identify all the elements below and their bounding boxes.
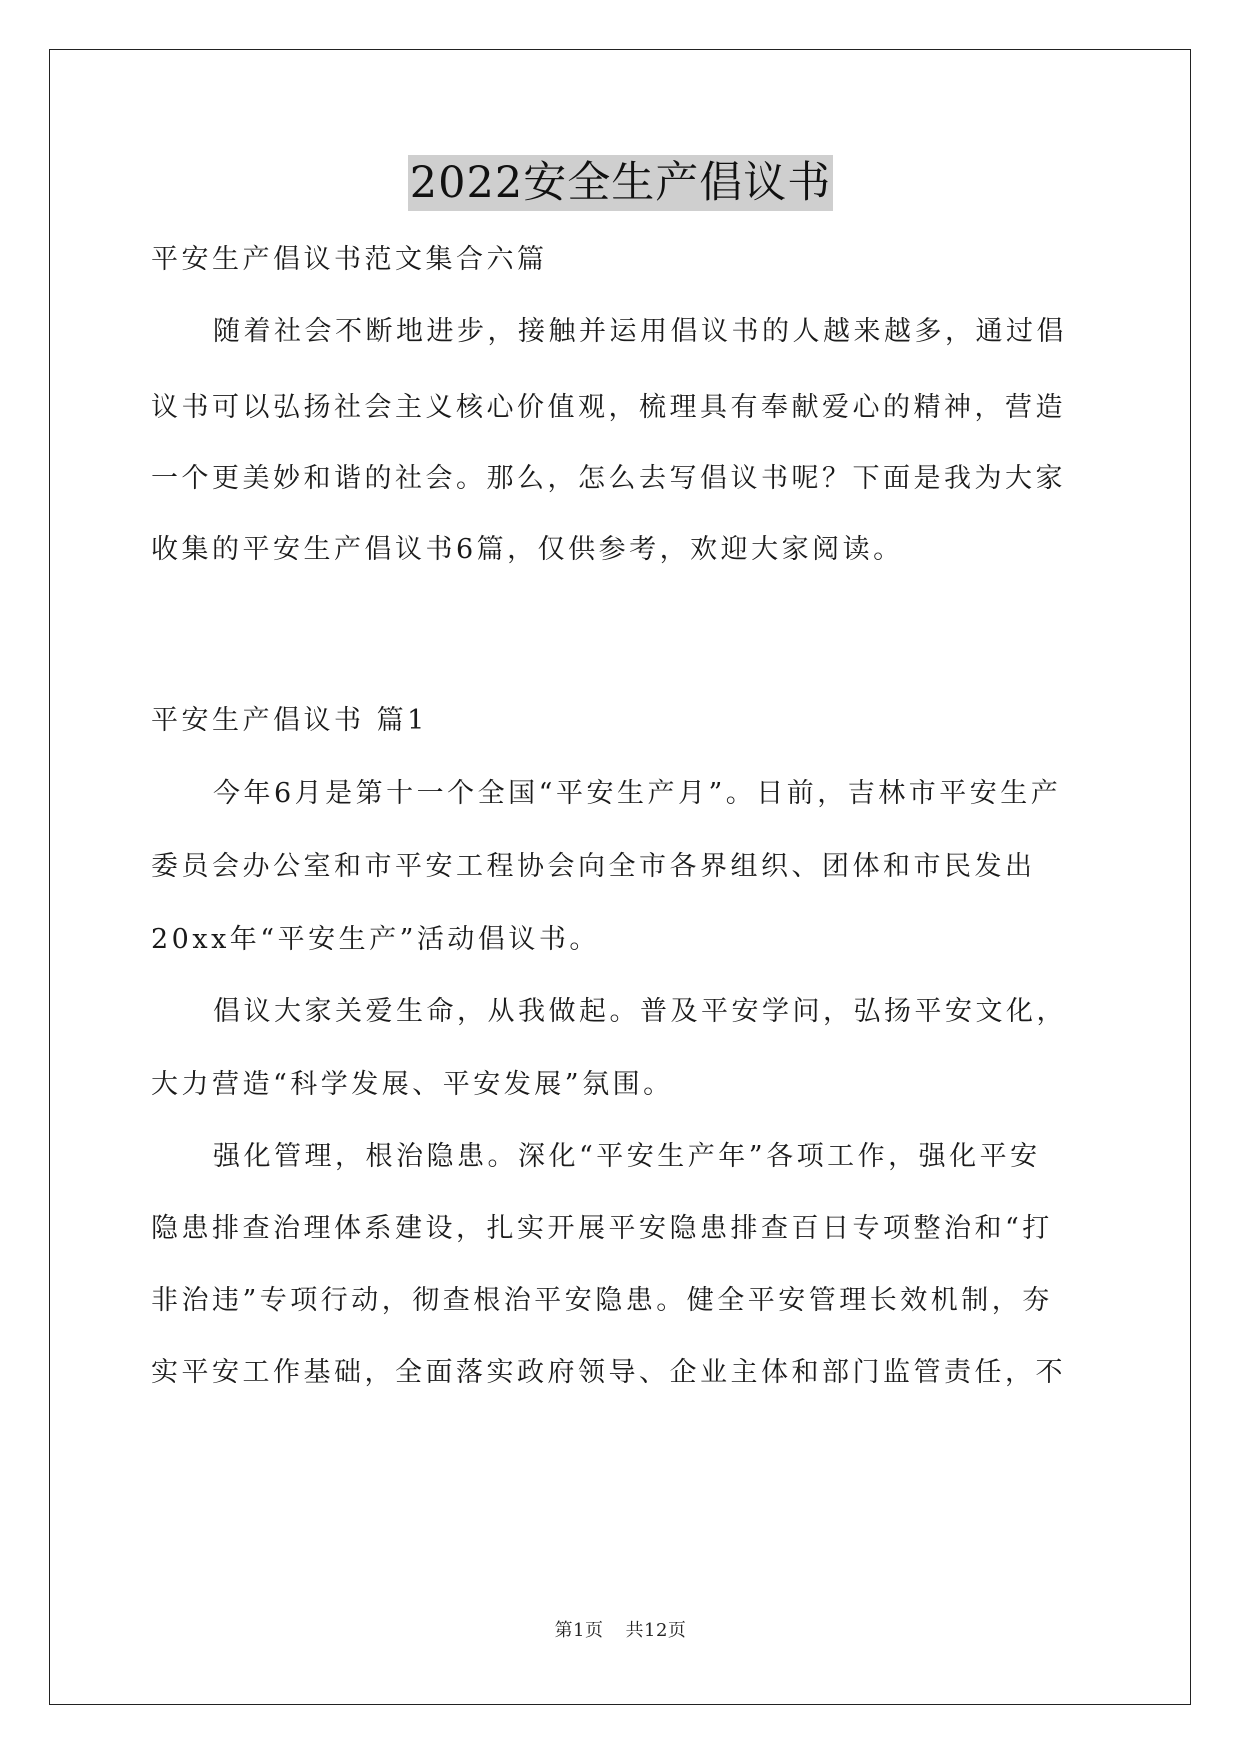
intro-line: 议书可以弘扬社会主义核心价值观，梳理具有奉献爱心的精神，营造 xyxy=(151,392,1066,423)
paragraph-line: 委员会办公室和市平安工程协会向全市各界组织、团体和市民发出 xyxy=(151,851,1036,882)
document-subtitle: 平安生产倡议书范文集合六篇 xyxy=(151,244,548,275)
document-title: 2022安全生产倡议书 xyxy=(408,155,833,211)
page-total: 共12页 xyxy=(625,1620,687,1641)
paragraph-line: 倡议大家关爱生命，从我做起。普及平安学问，弘扬平安文化， xyxy=(213,996,1067,1027)
paragraph-line: 今年6月是第十一个全国“平安生产月”。日前，吉林市平安生产 xyxy=(213,778,1062,809)
paragraph-line: 大力营造“科学发展、平安发展”氛围。 xyxy=(151,1069,674,1100)
paragraph-line: 实平安工作基础，全面落实政府领导、企业主体和部门监管责任，不 xyxy=(151,1357,1066,1388)
intro-line: 收集的平安生产倡议书6篇，仅供参考，欢迎大家阅读。 xyxy=(151,534,904,565)
paragraph-line: 非治违”专项行动，彻查根治平安隐患。健全平安管理长效机制，夯 xyxy=(151,1285,1053,1316)
page-number: 第1页 xyxy=(554,1620,604,1641)
paragraph-line: 隐患排查治理体系建设，扎实开展平安隐患排查百日专项整治和“打 xyxy=(151,1213,1053,1244)
page-footer xyxy=(0,1616,1241,1642)
section-heading: 平安生产倡议书 篇1 xyxy=(151,705,428,736)
paragraph-line: 20xx年“平安生产”活动倡议书。 xyxy=(151,924,600,955)
intro-line: 随着社会不断地进步，接触并运用倡议书的人越来越多，通过倡 xyxy=(213,316,1067,347)
intro-line: 一个更美妙和谐的社会。那么，怎么去写倡议书呢？下面是我为大家 xyxy=(151,463,1066,494)
title-container xyxy=(0,155,1241,211)
paragraph-line: 强化管理，根治隐患。深化“平安生产年”各项工作，强化平安 xyxy=(213,1141,1041,1172)
